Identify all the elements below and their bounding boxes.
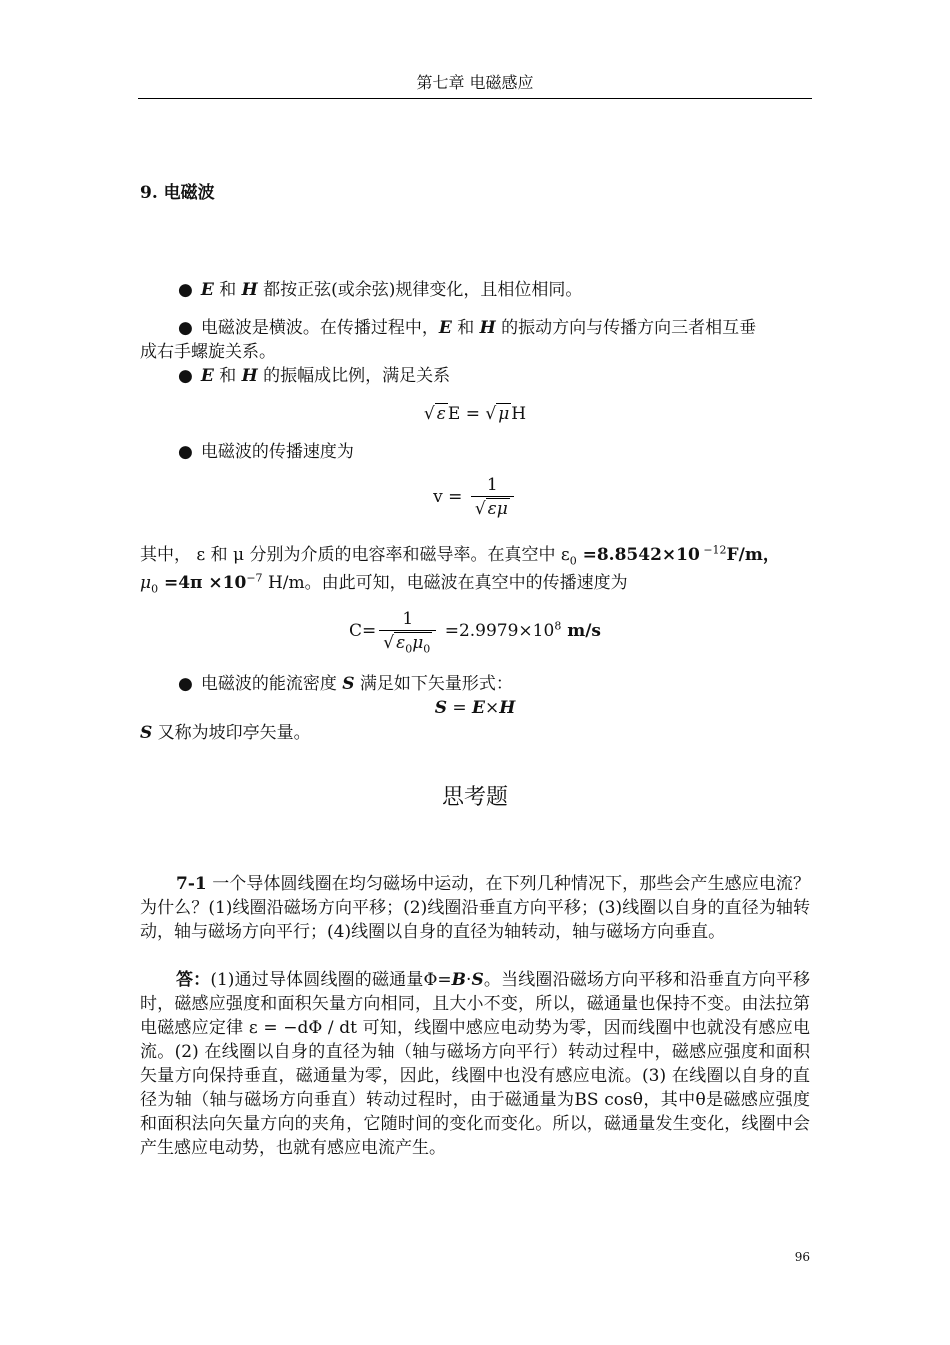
bullet-icon: ● — [178, 318, 193, 338]
where-line-2: $\mu_0 =4\pi \times 10^{-7}$ H/m。由此可知，电磁波在真空中的传播速度为 — [140, 571, 628, 596]
answer-7-1: 答：(1)通过导体圆线圈的磁通量Φ=B·S。当线圈沿磁场方向平移和沿垂直方向平移时，磁感应强度和面积矢量方向相同，且大小不变，所以，磁通量也保持不变。由法拉第电磁感应定律 ε = −dΦ / dt 可知，线圈中感应电动势为零，因而线圈中也就没有感应电流。(2) 在线圈以自身的直径为轴（轴与磁场方向平行）转动过程中，磁感应强度和面积矢量方向保持垂直，磁通量为零，因此，线圈中也没有感应电流。(3) 在线圈以自身的直径为轴（轴与磁场方向垂直）转动过程时，由于磁通量为BS cosθ，其中θ是磁感应强度和面积法向矢量方向的夹角，它随时间的变化而变化。所以，磁通量发生变化，线圈中会产生感应电动势，也就有感应电流产生。 — [140, 970, 810, 1158]
poynting-note: S 又称为坡印亭矢量。 — [140, 723, 311, 743]
formula-wave-speed: v = $\frac{1}{√ \varepsilon\mu}$ — [138, 474, 812, 521]
sqrt-icon: √ — [474, 499, 486, 519]
formula-poynting: S = E×H — [434, 698, 516, 718]
bullet-icon: ● — [178, 442, 193, 462]
sqrt-icon: √ — [423, 404, 435, 424]
formula-vacuum-speed: C= $\frac{1}{√ \varepsilon_0\mu_0}$ $=2.9979\times 10^8$ m/s — [349, 609, 601, 656]
section-title: 9. 电磁波 — [140, 183, 215, 203]
fraction: $\frac{1}{√ \varepsilon_0\mu_0}$ — [379, 608, 436, 655]
bullet-3: ● E 和 H 的振幅成比例，满足关系 — [178, 366, 451, 386]
formula-amplitude-relation: √ ε E = √ μ H — [423, 404, 527, 424]
thinking-heading: 思考题 — [441, 785, 508, 810]
bullet-2-continuation: 成右手螺旋关系。 — [140, 342, 276, 362]
bullet-icon: ● — [178, 280, 193, 300]
sqrt-icon: √ — [383, 633, 395, 653]
bullet-2: ● 电磁波是横波。在传播过程中，E 和 H 的振动方向与传播方向三者相互垂 — [178, 318, 757, 338]
fraction: $\frac{1}{√ \varepsilon\mu}$ — [471, 474, 514, 521]
sqrt-icon: √ — [485, 404, 497, 424]
page-number: 96 — [794, 1250, 810, 1264]
question-7-1: 7-1 一个导体圆线圈在均匀磁场中运动，在下列几种情况下，那些会产生感应电流？为什么？(1)线圈沿磁场方向平移；(2)线圈沿垂直方向平移；(3)线圈以自身的直径为轴转动，轴与磁场方向平行；(4)线圈以自身的直径为轴转动，轴与磁场方向垂直。 — [140, 874, 810, 942]
bullet-1: ● E 和 H 都按正弦(或余弦)规律变化，且相位相同。 — [178, 280, 583, 300]
bullet-4: ● 电磁波的传播速度为 — [178, 442, 354, 462]
bullet-icon: ● — [178, 366, 193, 386]
bullet-icon: ● — [178, 674, 193, 694]
header-divider — [138, 98, 812, 99]
where-line-1: 其中， ε 和 μ 分别为介质的电容率和磁导率。在真空中 $\varepsilon_0 =8.8542\times 10$ $^{-12}$F/m， — [140, 543, 780, 568]
bullet-5: ● 电磁波的能流密度 S 满足如下矢量形式： — [178, 674, 513, 694]
page-header: 第七章 电磁感应 — [416, 73, 534, 92]
